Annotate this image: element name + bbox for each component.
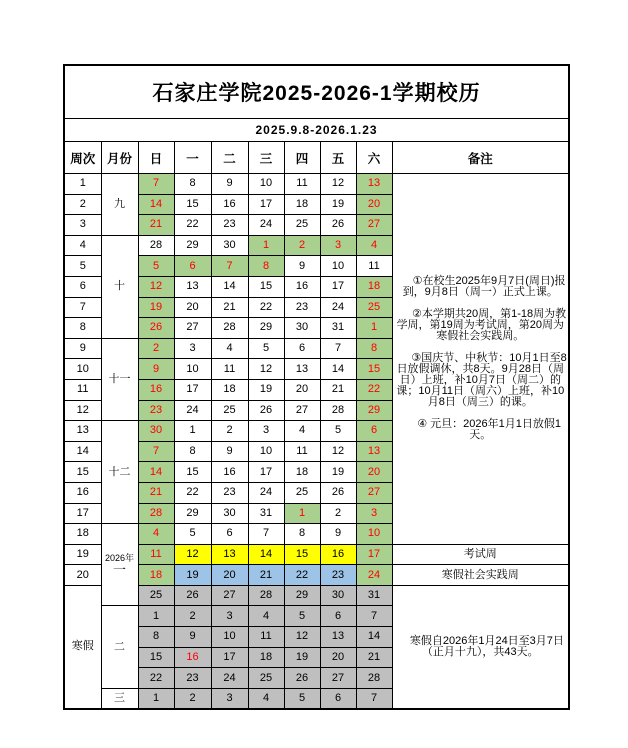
header-week-number: 周次 xyxy=(64,142,101,174)
day-cell: 12 xyxy=(320,174,356,195)
day-cell: 7 xyxy=(320,338,356,359)
day-cell: 6 xyxy=(320,688,356,709)
header-tuesday: 二 xyxy=(211,142,248,174)
day-cell: 31 xyxy=(248,503,284,524)
day-cell: 17 xyxy=(211,647,248,668)
day-cell: 27 xyxy=(284,400,320,421)
week-number-cell: 12 xyxy=(64,400,101,421)
week-number-cell: 3 xyxy=(64,215,101,236)
month-cell: 十一 xyxy=(101,338,138,420)
day-cell: 11 xyxy=(211,359,248,380)
day-cell: 26 xyxy=(174,585,211,606)
day-cell: 2 xyxy=(174,606,211,627)
day-cell: 17 xyxy=(248,462,284,483)
day-cell: 15 xyxy=(284,544,320,565)
day-cell: 8 xyxy=(248,256,284,277)
day-cell: 30 xyxy=(211,235,248,256)
day-cell: 19 xyxy=(138,297,174,318)
day-cell: 16 xyxy=(211,194,248,215)
winter-vacation-cell: 寒假 xyxy=(64,585,101,709)
day-cell: 2 xyxy=(284,235,320,256)
day-cell: 5 xyxy=(174,524,211,545)
header-month: 月份 xyxy=(101,142,138,174)
day-cell: 30 xyxy=(211,503,248,524)
day-cell: 13 xyxy=(211,544,248,565)
day-cell: 6 xyxy=(174,256,211,277)
day-cell: 28 xyxy=(356,668,392,689)
day-cell: 19 xyxy=(320,194,356,215)
calendar-body xyxy=(64,174,569,709)
day-cell: 10 xyxy=(211,627,248,648)
day-cell: 23 xyxy=(320,565,356,586)
day-cell: 15 xyxy=(248,276,284,297)
day-cell: 22 xyxy=(284,565,320,586)
week-number-cell: 18 xyxy=(64,524,101,545)
day-cell: 29 xyxy=(356,400,392,421)
month-cell xyxy=(101,524,138,606)
day-cell: 29 xyxy=(174,503,211,524)
day-cell: 11 xyxy=(284,174,320,195)
day-cell: 24 xyxy=(248,215,284,236)
day-cell: 19 xyxy=(174,565,211,586)
day-cell: 1 xyxy=(356,318,392,339)
semester-date-range: 2025.9.8-2026.1.23 xyxy=(64,119,569,142)
day-cell: 26 xyxy=(320,482,356,503)
day-cell: 21 xyxy=(356,647,392,668)
day-cell: 21 xyxy=(138,215,174,236)
day-cell: 24 xyxy=(174,400,211,421)
day-cell: 7 xyxy=(211,256,248,277)
day-cell: 24 xyxy=(211,668,248,689)
day-cell: 14 xyxy=(320,359,356,380)
day-cell: 29 xyxy=(284,585,320,606)
header-thursday: 四 xyxy=(284,142,320,174)
day-cell: 5 xyxy=(248,338,284,359)
day-cell: 14 xyxy=(138,194,174,215)
day-cell: 20 xyxy=(356,194,392,215)
header-friday: 五 xyxy=(320,142,356,174)
day-cell: 26 xyxy=(248,400,284,421)
day-cell: 2 xyxy=(211,421,248,442)
day-cell: 24 xyxy=(356,565,392,586)
day-cell: 16 xyxy=(174,647,211,668)
week-number-cell: 15 xyxy=(64,462,101,483)
day-cell: 18 xyxy=(138,565,174,586)
week-number-cell: 17 xyxy=(64,503,101,524)
day-cell: 10 xyxy=(174,359,211,380)
day-cell: 9 xyxy=(320,524,356,545)
day-cell: 11 xyxy=(138,544,174,565)
day-cell: 12 xyxy=(284,627,320,648)
day-cell: 22 xyxy=(138,668,174,689)
day-cell: 14 xyxy=(211,276,248,297)
day-cell: 9 xyxy=(211,174,248,195)
day-cell: 17 xyxy=(174,379,211,400)
day-cell: 16 xyxy=(211,462,248,483)
day-cell: 16 xyxy=(284,276,320,297)
day-cell: 7 xyxy=(356,688,392,709)
day-cell: 21 xyxy=(211,297,248,318)
day-cell: 3 xyxy=(211,688,248,709)
day-cell: 17 xyxy=(320,276,356,297)
day-cell: 27 xyxy=(356,215,392,236)
day-cell: 11 xyxy=(248,627,284,648)
day-cell: 26 xyxy=(138,318,174,339)
day-cell: 3 xyxy=(356,503,392,524)
day-cell: 15 xyxy=(356,359,392,380)
day-cell: 19 xyxy=(248,379,284,400)
day-cell: 26 xyxy=(284,668,320,689)
day-cell: 23 xyxy=(284,297,320,318)
day-cell: 4 xyxy=(248,606,284,627)
day-cell: 25 xyxy=(284,215,320,236)
day-cell: 22 xyxy=(174,482,211,503)
day-cell: 18 xyxy=(248,647,284,668)
day-cell: 13 xyxy=(356,174,392,195)
header-sunday: 日 xyxy=(138,142,174,174)
week-number-cell: 16 xyxy=(64,482,101,503)
week-number-cell: 1 xyxy=(64,174,101,195)
day-cell: 12 xyxy=(138,276,174,297)
week-number-cell: 8 xyxy=(64,318,101,339)
day-cell: 12 xyxy=(248,359,284,380)
day-cell: 10 xyxy=(356,524,392,545)
day-cell: 25 xyxy=(211,400,248,421)
vacation-note-cell: 寒假自2026年1月24日至3月7日（正月十九），共43天。 xyxy=(392,585,569,709)
day-cell: 3 xyxy=(211,606,248,627)
day-cell: 21 xyxy=(248,565,284,586)
day-cell: 15 xyxy=(138,647,174,668)
week-number-cell: 7 xyxy=(64,297,101,318)
day-cell: 23 xyxy=(138,400,174,421)
day-cell: 4 xyxy=(211,338,248,359)
day-cell: 29 xyxy=(248,318,284,339)
day-cell: 2 xyxy=(174,688,211,709)
day-cell: 23 xyxy=(211,215,248,236)
day-cell: 8 xyxy=(174,441,211,462)
day-cell: 1 xyxy=(138,688,174,709)
header-saturday: 六 xyxy=(356,142,392,174)
calendar-table xyxy=(63,64,570,710)
day-cell: 20 xyxy=(356,462,392,483)
day-cell: 27 xyxy=(320,668,356,689)
day-cell: 1 xyxy=(174,421,211,442)
day-cell: 30 xyxy=(284,318,320,339)
month-label: 一 xyxy=(112,561,126,577)
day-cell: 27 xyxy=(356,482,392,503)
month-cell: 九 xyxy=(101,174,138,236)
month-cell: 二 xyxy=(101,606,138,688)
month-cell: 十二 xyxy=(101,421,138,524)
day-cell: 7 xyxy=(138,441,174,462)
day-cell: 4 xyxy=(356,235,392,256)
day-cell: 9 xyxy=(174,627,211,648)
remarks-notes-cell xyxy=(392,174,569,545)
day-cell: 28 xyxy=(320,400,356,421)
day-cell: 9 xyxy=(138,359,174,380)
day-cell: 3 xyxy=(320,235,356,256)
day-cell: 12 xyxy=(174,544,211,565)
day-cell: 18 xyxy=(356,276,392,297)
day-cell: 12 xyxy=(320,441,356,462)
day-cell: 14 xyxy=(138,462,174,483)
day-cell: 18 xyxy=(211,379,248,400)
day-cell: 11 xyxy=(356,256,392,277)
day-cell: 17 xyxy=(248,194,284,215)
day-cell: 14 xyxy=(248,544,284,565)
day-cell: 1 xyxy=(138,606,174,627)
day-cell: 16 xyxy=(138,379,174,400)
day-cell: 18 xyxy=(284,462,320,483)
day-cell: 27 xyxy=(211,585,248,606)
day-cell: 8 xyxy=(138,627,174,648)
remark-note: ②本学期共20周，第1-18周为教学周，第19周为考试周，第20周为寒假社会实践周。 xyxy=(396,308,567,343)
day-cell: 25 xyxy=(138,585,174,606)
day-cell: 9 xyxy=(211,441,248,462)
week-number-cell: 11 xyxy=(64,379,101,400)
week-number-cell: 5 xyxy=(64,256,101,277)
day-cell: 3 xyxy=(174,338,211,359)
day-cell: 4 xyxy=(248,688,284,709)
day-cell: 7 xyxy=(356,606,392,627)
week-number-cell: 9 xyxy=(64,338,101,359)
day-cell: 31 xyxy=(320,318,356,339)
day-cell: 13 xyxy=(284,359,320,380)
day-cell: 2 xyxy=(138,338,174,359)
week-number-cell: 20 xyxy=(64,565,101,586)
practice-week-cell: 寒假社会实践周 xyxy=(392,565,569,586)
day-cell: 30 xyxy=(138,421,174,442)
day-cell: 4 xyxy=(138,524,174,545)
day-cell: 27 xyxy=(174,318,211,339)
day-cell: 7 xyxy=(138,174,174,195)
remark-note: ④ 元旦：2026年1月1日放假1天。 xyxy=(417,418,561,442)
day-cell: 25 xyxy=(248,668,284,689)
day-cell: 28 xyxy=(211,318,248,339)
page-title: 石家庄学院2025-2026-1学期校历 xyxy=(64,65,569,119)
day-cell: 25 xyxy=(284,482,320,503)
day-cell: 20 xyxy=(320,647,356,668)
day-cell: 7 xyxy=(248,524,284,545)
day-cell: 23 xyxy=(174,668,211,689)
day-cell: 30 xyxy=(320,585,356,606)
remark-note: ③国庆节、中秋节：10月1日至8日放假调休，共8天。9月28日（周日）上班，补10月7日（周二）的课；10月11日（周六）上班，补10月8日（周三）的课。 xyxy=(396,352,567,409)
day-cell: 13 xyxy=(320,627,356,648)
day-cell: 22 xyxy=(248,297,284,318)
day-cell: 10 xyxy=(248,441,284,462)
day-cell: 6 xyxy=(356,421,392,442)
header-remarks: 备注 xyxy=(392,142,569,174)
day-cell: 21 xyxy=(320,379,356,400)
day-cell: 28 xyxy=(138,235,174,256)
day-cell: 17 xyxy=(356,544,392,565)
day-cell: 10 xyxy=(320,256,356,277)
day-cell: 6 xyxy=(320,606,356,627)
day-cell: 21 xyxy=(138,482,174,503)
day-cell: 8 xyxy=(174,174,211,195)
day-cell: 6 xyxy=(284,338,320,359)
day-cell: 24 xyxy=(248,482,284,503)
week-number-cell: 4 xyxy=(64,235,101,256)
day-cell: 22 xyxy=(174,215,211,236)
day-cell: 25 xyxy=(356,297,392,318)
day-cell: 28 xyxy=(248,585,284,606)
week-number-cell: 2 xyxy=(64,194,101,215)
day-cell: 1 xyxy=(284,503,320,524)
day-cell: 22 xyxy=(356,379,392,400)
week-number-cell: 14 xyxy=(64,441,101,462)
day-cell: 10 xyxy=(248,174,284,195)
month-cell: 十 xyxy=(101,235,138,338)
day-cell: 29 xyxy=(174,235,211,256)
day-cell: 19 xyxy=(284,647,320,668)
header-wednesday: 三 xyxy=(248,142,284,174)
day-cell: 5 xyxy=(320,421,356,442)
day-cell: 5 xyxy=(138,256,174,277)
remark-note: ①在校生2025年9月7日(周日)报到，9月8日（周一）正式上课。 xyxy=(402,275,566,299)
week-number-cell: 13 xyxy=(64,421,101,442)
week-number-cell: 10 xyxy=(64,359,101,380)
day-cell: 1 xyxy=(248,235,284,256)
day-cell: 5 xyxy=(284,606,320,627)
day-cell: 20 xyxy=(284,379,320,400)
day-cell: 28 xyxy=(138,503,174,524)
day-cell: 20 xyxy=(211,565,248,586)
day-cell: 16 xyxy=(320,544,356,565)
day-cell: 5 xyxy=(284,688,320,709)
day-cell: 3 xyxy=(248,421,284,442)
day-cell: 13 xyxy=(174,276,211,297)
month-year-prefix: 2026年 xyxy=(104,552,135,563)
day-cell: 9 xyxy=(284,256,320,277)
month-cell: 三 xyxy=(101,688,138,709)
day-cell: 24 xyxy=(320,297,356,318)
day-cell: 6 xyxy=(211,524,248,545)
day-cell: 8 xyxy=(284,524,320,545)
day-cell: 18 xyxy=(284,194,320,215)
day-cell: 11 xyxy=(284,441,320,462)
day-cell: 19 xyxy=(320,462,356,483)
week-number-cell: 6 xyxy=(64,276,101,297)
exam-week-cell: 考试周 xyxy=(392,544,569,565)
day-cell: 8 xyxy=(356,338,392,359)
day-cell: 2 xyxy=(320,503,356,524)
day-cell: 31 xyxy=(356,585,392,606)
day-cell: 13 xyxy=(356,441,392,462)
day-cell: 23 xyxy=(211,482,248,503)
header-monday: 一 xyxy=(174,142,211,174)
day-cell: 4 xyxy=(284,421,320,442)
day-cell: 20 xyxy=(174,297,211,318)
week-number-cell: 19 xyxy=(64,544,101,565)
day-cell: 15 xyxy=(174,194,211,215)
day-cell: 15 xyxy=(174,462,211,483)
day-cell: 14 xyxy=(356,627,392,648)
day-cell: 26 xyxy=(320,215,356,236)
